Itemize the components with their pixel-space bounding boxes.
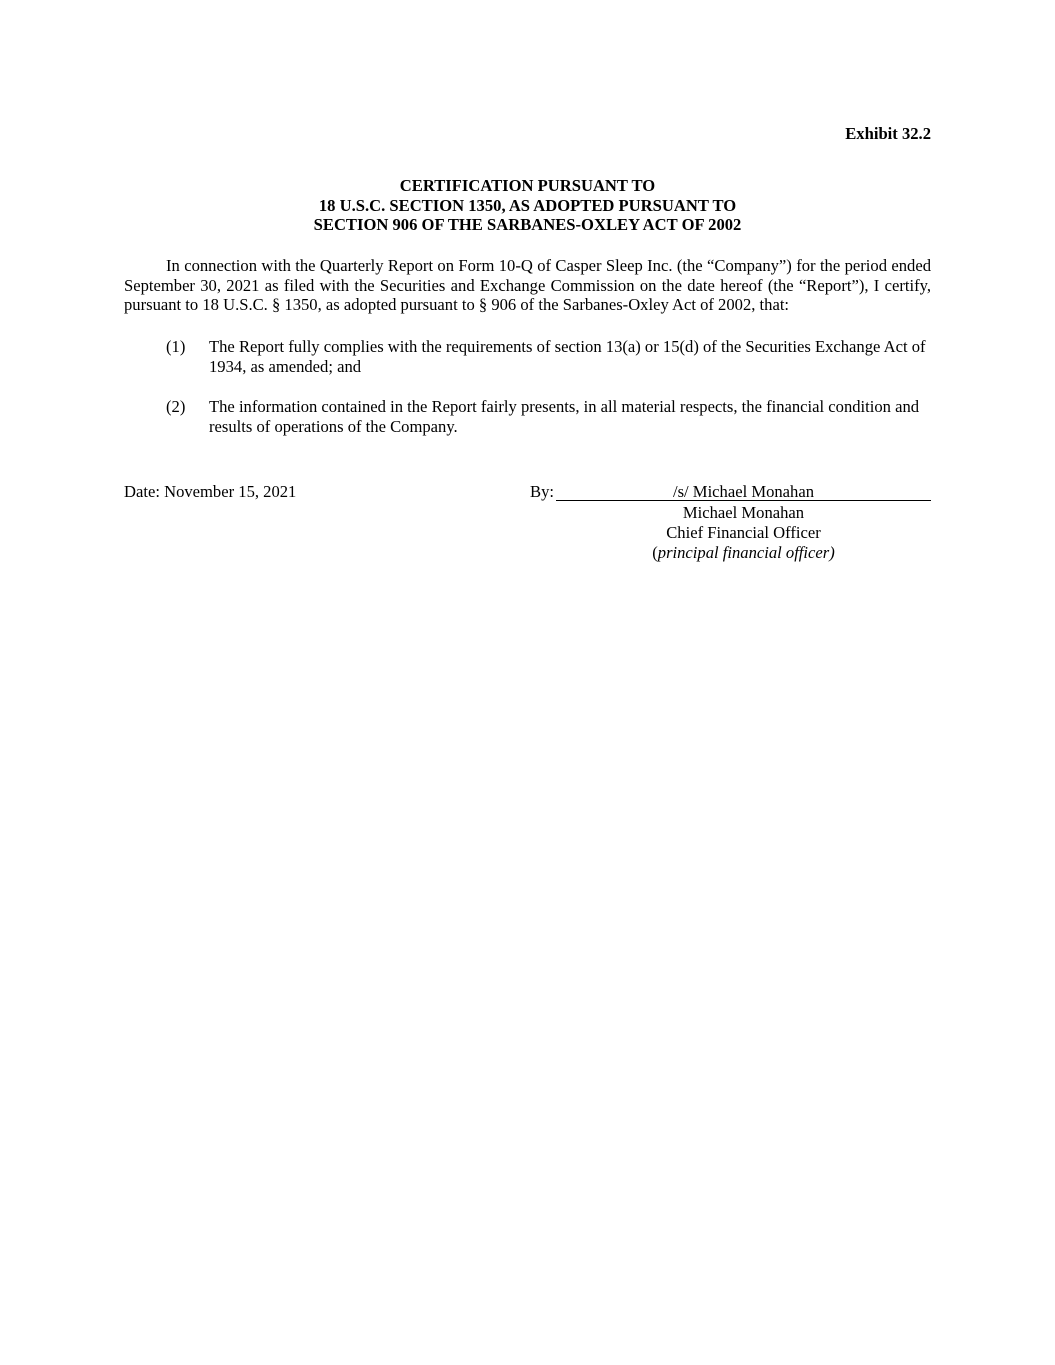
by-label: By: bbox=[530, 482, 554, 501]
signer-title: Chief Financial Officer bbox=[666, 523, 821, 542]
list-item-number: (1) bbox=[166, 337, 186, 356]
title-line-1: CERTIFICATION PURSUANT TO bbox=[399, 176, 656, 195]
signer-details bbox=[556, 503, 931, 563]
list-item-number: (2) bbox=[166, 397, 186, 416]
document-title bbox=[124, 176, 931, 235]
title-line-2: 18 U.S.C. SECTION 1350, AS ADOPTED PURSUANT TO bbox=[318, 195, 737, 215]
signer-name: Michael Monahan bbox=[682, 503, 805, 522]
signature-text: /s/ Michael Monahan bbox=[672, 482, 814, 501]
title-line-3: SECTION 906 OF THE SARBANES-OXLEY ACT OF 2002 bbox=[313, 215, 742, 234]
signature-line bbox=[556, 482, 931, 501]
signature-date: Date: November 15, 2021 bbox=[124, 482, 297, 501]
signer-role bbox=[556, 543, 931, 563]
signer-role-paren: ( bbox=[652, 543, 658, 562]
list-item-text: The Report fully complies with the requirements of section 13(a) or 15(d) of the Securities Exchange Act of 1934, as amended; and bbox=[209, 337, 926, 376]
intro-paragraph: In connection with the Quarterly Report on Form 10-Q of Casper Sleep Inc. (the “Company”) for the period ended September 30, 2021 as filed with the Securities and Exchange Commission on the date hereof (the “Report”), I certify, pursuant to 18 U.S.C. § 1350, as adopted pursuant to § 906 of the Sarbanes-Oxley Act of 2002, that: bbox=[124, 256, 931, 314]
exhibit-label: Exhibit 32.2 bbox=[845, 124, 931, 143]
signer-role-text: principal financial officer) bbox=[657, 543, 835, 562]
list-item-text: The information contained in the Report fairly presents, in all material respects, the financial condition and results of operations of the Company. bbox=[209, 397, 920, 436]
